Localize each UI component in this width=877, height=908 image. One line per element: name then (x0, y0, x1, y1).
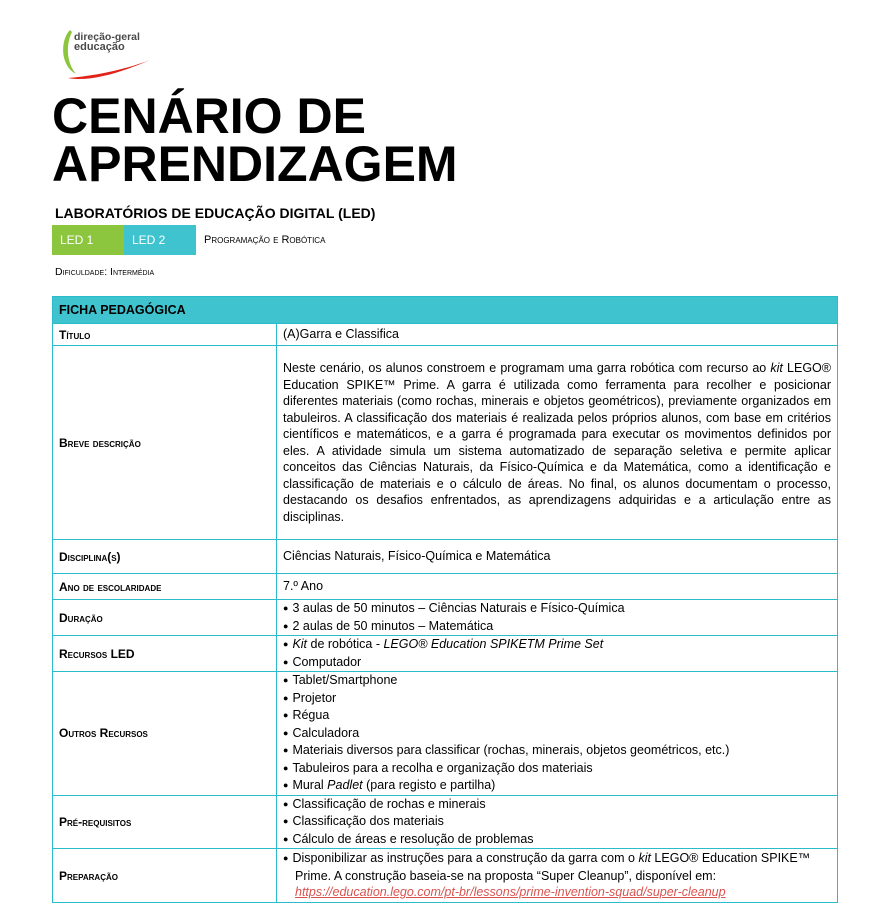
list-item (283, 636, 831, 654)
desc-text-2: LEGO® Education SPIKE™ Prime. A garra é utilizada como ferramenta para recolher e posicionar diferentes materiais (como rochas, minerais e objetos geométricos), previamente organizados em tabuleiros. A classificação dos materiais é realizada pelos próprios alunos, com base em critérios científicos e matemáticos, e a garra é programada para executar os movimentos definidos por eles. A atividade simula um sistema automatizado de separação seletiva e permite aplicar conceitos das Ciências Naturais, da Físico-Química e da Matemática, como a identificação e classificação de materiais e o cálculo de áreas. No final, os alunos documentam o processo, destacando os desafios enfrentados, as aprendizagens adquiridas e a articulação entre as disciplinas. (283, 361, 831, 524)
ficha-pedagogica-table (52, 296, 838, 903)
dge-logo (58, 22, 168, 84)
row-label: Preparação (53, 849, 277, 903)
table-row-duracao (53, 600, 838, 636)
list-item: ● Classificação de rochas e minerais (283, 796, 831, 814)
list-item: ● Tablet/Smartphone (283, 672, 831, 690)
list-item: ● 2 aulas de 50 minutos – Matemática (283, 618, 831, 636)
desc-text-1: Neste cenário, os alunos constroem e programam uma garra robótica com recurso ao (283, 361, 771, 375)
list-item: ● Classificação dos materiais (283, 813, 831, 831)
kit-text: de robótica - (307, 637, 384, 651)
kit-product: LEGO® Education SPIKETM Prime Set (383, 637, 604, 651)
padlet-italic: Padlet (327, 778, 363, 792)
table-row-disciplinas (53, 540, 838, 574)
difficulty-label: Dificuldade: Intermédia (55, 266, 155, 278)
row-value: (A)Garra e Classifica (277, 324, 838, 346)
super-cleanup-link[interactable]: https://education.lego.com/pt-br/lessons/prime-invention-squad/super-cleanup (295, 885, 726, 900)
row-value (277, 636, 838, 672)
table-row-titulo (53, 324, 838, 346)
row-label: Pré-requisitos (53, 795, 277, 849)
row-value: Ciências Naturais, Físico-Química e Matemática (277, 540, 838, 574)
list-item (283, 777, 831, 795)
list-item: ● Materiais diversos para classificar (rochas, minerais, objetos geométricos, etc.) (283, 742, 831, 760)
prep-kit: kit (638, 851, 651, 866)
table-row-descricao (53, 346, 838, 540)
row-value (277, 672, 838, 796)
mural-text: Mural (292, 778, 328, 792)
row-label: Disciplina(s) (53, 540, 277, 574)
led1-tag: LED 1 (52, 225, 124, 255)
list-item: ● Projetor (283, 690, 831, 708)
list-item (283, 850, 831, 901)
list-item: ● Tabuleiros para a recolha e organização dos materiais (283, 760, 831, 778)
row-value (277, 600, 838, 636)
mural-suffix: (para registo e partilha) (362, 778, 496, 792)
list-item: ● Régua (283, 707, 831, 725)
list-item: ● Computador (283, 654, 831, 672)
table-header: FICHA PEDAGÓGICA (53, 297, 838, 324)
logo-line2: educação (74, 41, 125, 53)
row-label: Duração (53, 600, 277, 636)
table-row-prereq (53, 795, 838, 849)
table-row-ano (53, 574, 838, 600)
logo-text (74, 32, 140, 52)
row-value (277, 849, 838, 903)
kit-italic: Kit (292, 637, 308, 651)
table-row-outros (53, 672, 838, 796)
page-subtitle: LABORATÓRIOS DE EDUCAÇÃO DIGITAL (LED) (55, 205, 376, 221)
list-item: ● Cálculo de áreas e resolução de problemas (283, 831, 831, 849)
row-label: Recursos LED (53, 636, 277, 672)
logo-line1: direção-geral (74, 31, 140, 43)
table-header-row (53, 297, 838, 324)
row-value: 7.º Ano (277, 574, 838, 600)
led2-tag: LED 2 (124, 225, 196, 255)
table-row-preparacao (53, 849, 838, 903)
page-title: CENÁRIO DE APRENDIZAGEM (52, 88, 458, 192)
list-item: ● Calculadora (283, 725, 831, 743)
row-label: Título (53, 324, 277, 346)
table-row-recursos-led (53, 636, 838, 672)
prep-text-2: LEGO® Education SPIKE™ Prime. A construção baseia-se na proposta “Super Cleanup”, disponível em: (295, 851, 811, 883)
row-label: Outros Recursos (53, 672, 277, 796)
row-label: Ano de escolaridade (53, 574, 277, 600)
desc-kit: kit (770, 361, 783, 375)
row-value (277, 795, 838, 849)
row-label: Breve descrição (53, 346, 277, 540)
prep-text-1: Disponibilizar as instruções para a construção da garra com o (292, 851, 639, 866)
led-topic: Programação e Robótica (204, 234, 326, 246)
row-value-descricao (277, 346, 838, 540)
list-item: ● 3 aulas de 50 minutos – Ciências Naturais e Físico-Química (283, 600, 831, 618)
led-tags (52, 225, 325, 255)
